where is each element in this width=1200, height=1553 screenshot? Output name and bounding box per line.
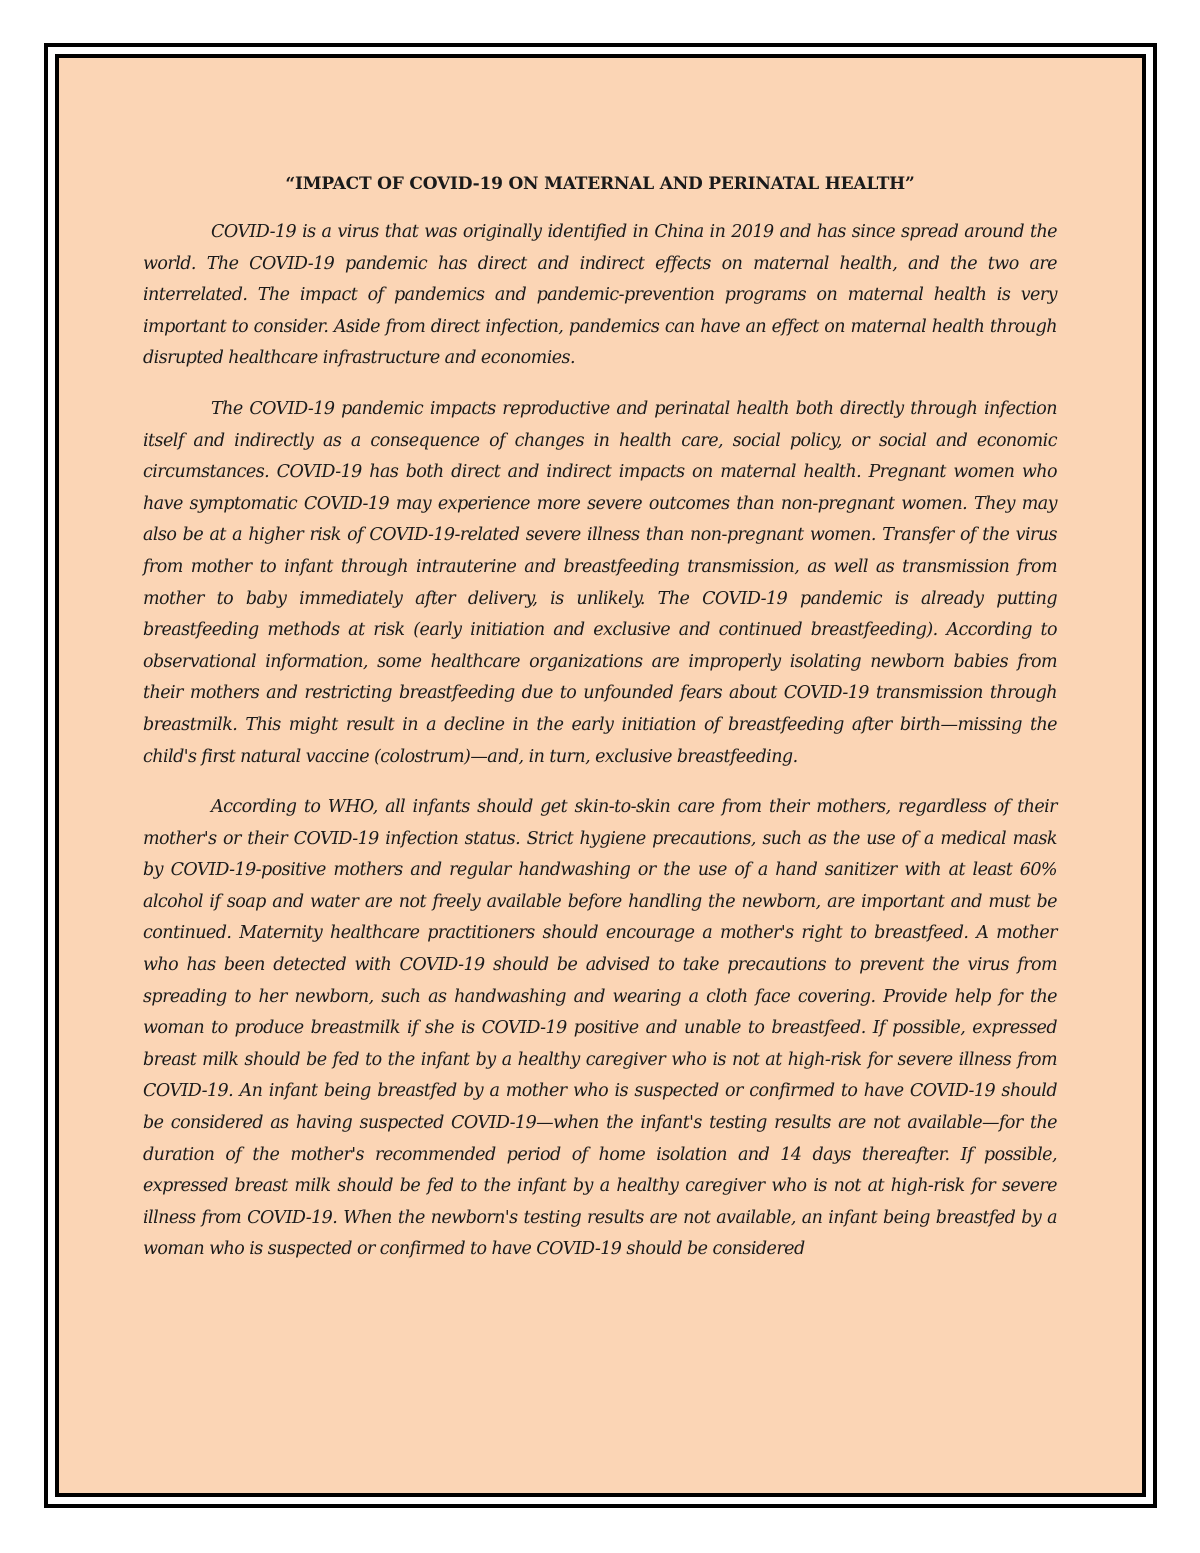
- document-body: [143, 168, 1057, 1285]
- paragraph-intro: COVID-19 is a virus that was originally identified in China in 2019 and has since spread around the world. The COVID-19 pandemic has direct and indirect effects on maternal health, and the two are interrelated. The impact of pandemics and pandemic-prevention programs on maternal health is very important to consider. Aside from direct infection, pandemics can have an effect on maternal health through disrupted healthcare infrastructure and economies.: [143, 222, 1057, 369]
- paragraph-who-guidance: According to WHO, all infants should get skin-to-skin care from their mothers, regardless of their mother's or their COVID-19 infection status. Strict hygiene precautions, such as the use of a medical mask by COVID-19-positive mothers and regular handwashing or the use of a hand sanitizer with at least 60% alcohol if soap and water are not freely available before handling the newborn, are important and must be continued. Maternity healthcare practitioners should encourage a mother's right to breastfeed. A mother who has been detected with COVID-19 should be advised to take precautions to prevent the virus from spreading to her newborn, such as handwashing and wearing a cloth face covering. Provide help for the woman to produce breastmilk if she is COVID-19 positive and unable to breastfeed. If possible, expressed breast milk should be fed to the infant by a healthy caregiver who is not at high-risk for severe illness from COVID-19. An infant being breastfed by a mother who is suspected or confirmed to have COVID-19 should be considered as having suspected COVID-19—when the infant's testing results are not available—for the duration of the mother's recommended period of home isolation and 14 days thereafter. If possible, expressed breast milk should be fed to the infant by a healthy caregiver who is not at high-risk for severe illness from COVID-19. When the newborn's testing results are not available, an infant being breastfed by a woman who is suspected or confirmed to have COVID-19 should be considered: [143, 797, 1057, 1260]
- paragraph-impacts: The COVID-19 pandemic impacts reproductive and perinatal health both directly through infection itself and indirectly as a consequence of changes in health care, social policy, or social and economic circumstances. COVID-19 has both direct and indirect impacts on maternal health. Pregnant women who have symptomatic COVID-19 may experience more severe outcomes than non-pregnant women. They may also be at a higher risk of COVID-19-related severe illness than non-pregnant women. Transfer of the virus from mother to infant through intrauterine and breastfeeding transmission, as well as transmission from mother to baby immediately after delivery, is unlikely. The COVID-19 pandemic is already putting breastfeeding methods at risk (early initiation and exclusive and continued breastfeeding). According to observational information, some healthcare organizations are improperly isolating newborn babies from their mothers and restricting breastfeeding due to unfounded fears about COVID-19 transmission through breastmilk. This might result in a decline in the early initiation of breastfeeding after birth—missing the child's first natural vaccine (colostrum)—and, in turn, exclusive breastfeeding.: [143, 398, 1057, 767]
- document-title: “IMPACT OF COVID-19 ON MATERNAL AND PERINATAL HEALTH”: [285, 174, 915, 194]
